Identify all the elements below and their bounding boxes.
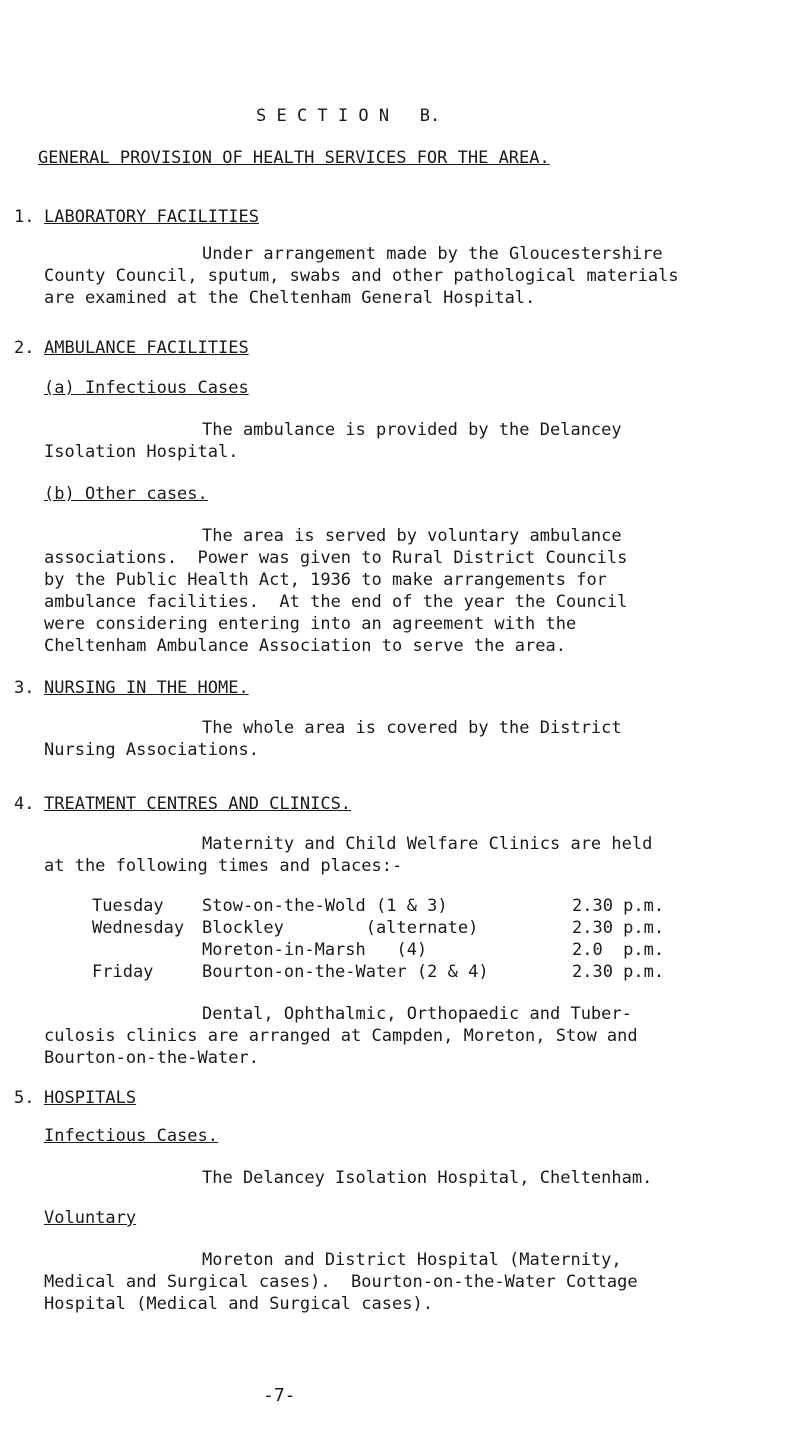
ambulance-b-line-5: were considering entering into an agreement with the bbox=[44, 614, 577, 634]
ambulance-b-line-4: ambulance facilities. At the end of the year the Council bbox=[44, 592, 628, 612]
ambulance-b-line-1: The area is served by voluntary ambulance bbox=[202, 526, 622, 546]
section-number-3: 3. bbox=[14, 678, 35, 698]
clinic-row bbox=[92, 894, 732, 916]
subsection-infectious-cases: (a) Infectious Cases bbox=[44, 378, 249, 398]
treatment-intro-line-1: Maternity and Child Welfare Clinics are held bbox=[202, 834, 653, 854]
lab-line-1: Under arrangement made by the Gloucestershire bbox=[202, 244, 663, 264]
clinic-time: 2.30 p.m. bbox=[572, 918, 665, 938]
clinic-time: 2.0 p.m. bbox=[572, 940, 665, 960]
clinic-row bbox=[92, 938, 732, 960]
treatment-outro-line-2: culosis clinics are arranged at Campden, Moreton, Stow and bbox=[44, 1026, 638, 1046]
ambulance-b-line-6: Cheltenham Ambulance Association to serve the area. bbox=[44, 636, 566, 656]
treatment-intro-line-2: at the following times and places:- bbox=[44, 856, 403, 876]
clinic-place: Moreton-in-Marsh (4) bbox=[202, 940, 428, 960]
clinic-place: Bourton-on-the-Water (2 & 4) bbox=[202, 962, 489, 982]
section-title-nursing: NURSING IN THE HOME. bbox=[44, 678, 249, 698]
hospital-voluntary-line-1: Moreton and District Hospital (Maternity, bbox=[202, 1250, 622, 1270]
clinic-row bbox=[92, 960, 732, 982]
section-title-ambulance: AMBULANCE FACILITIES bbox=[44, 338, 249, 358]
subsection-other-cases: (b) Other cases. bbox=[44, 484, 208, 504]
subsection-hospital-voluntary: Voluntary bbox=[44, 1208, 137, 1228]
ambulance-a-line-1: The ambulance is provided by the Delancey bbox=[202, 420, 622, 440]
section-title-laboratory: LABORATORY FACILITIES bbox=[44, 207, 259, 227]
section-title-treatment: TREATMENT CENTRES AND CLINICS. bbox=[44, 794, 352, 814]
clinic-day: Friday bbox=[92, 962, 154, 982]
section-title: S E C T I O N B. bbox=[256, 106, 441, 126]
clinic-day: Wednesday bbox=[92, 918, 185, 938]
page-number: -7- bbox=[263, 1385, 296, 1406]
hospital-voluntary-line-2: Medical and Surgical cases). Bourton-on-the-Water Cottage bbox=[44, 1272, 638, 1292]
page-heading: GENERAL PROVISION OF HEALTH SERVICES FOR THE AREA. bbox=[38, 148, 550, 168]
lab-line-3: are examined at the Cheltenham General Hospital. bbox=[44, 288, 536, 308]
subsection-hospital-infectious: Infectious Cases. bbox=[44, 1126, 218, 1146]
clinic-time: 2.30 p.m. bbox=[572, 896, 665, 916]
section-number-2: 2. bbox=[14, 338, 35, 358]
ambulance-b-line-2: associations. Power was given to Rural District Councils bbox=[44, 548, 628, 568]
nursing-line-1: The whole area is covered by the District bbox=[202, 718, 622, 738]
clinic-place: Stow-on-the-Wold (1 & 3) bbox=[202, 896, 448, 916]
clinic-time: 2.30 p.m. bbox=[572, 962, 665, 982]
nursing-line-2: Nursing Associations. bbox=[44, 740, 259, 760]
section-number-4: 4. bbox=[14, 794, 35, 814]
hospital-infectious-line-1: The Delancey Isolation Hospital, Cheltenham. bbox=[202, 1168, 653, 1188]
section-number-5: 5. bbox=[14, 1088, 35, 1108]
hospital-voluntary-line-3: Hospital (Medical and Surgical cases). bbox=[44, 1294, 433, 1314]
section-number-1: 1. bbox=[14, 207, 35, 227]
section-title-hospitals: HOSPITALS bbox=[44, 1088, 137, 1108]
treatment-outro-line-1: Dental, Ophthalmic, Orthopaedic and Tuber- bbox=[202, 1004, 632, 1024]
treatment-outro-line-3: Bourton-on-the-Water. bbox=[44, 1048, 259, 1068]
ambulance-b-line-3: by the Public Health Act, 1936 to make arrangements for bbox=[44, 570, 607, 590]
lab-line-2: County Council, sputum, swabs and other pathological materials bbox=[44, 266, 679, 286]
ambulance-a-line-2: Isolation Hospital. bbox=[44, 442, 239, 462]
clinic-row bbox=[92, 916, 732, 938]
clinic-place: Blockley (alternate) bbox=[202, 918, 479, 938]
clinic-day: Tuesday bbox=[92, 896, 164, 916]
